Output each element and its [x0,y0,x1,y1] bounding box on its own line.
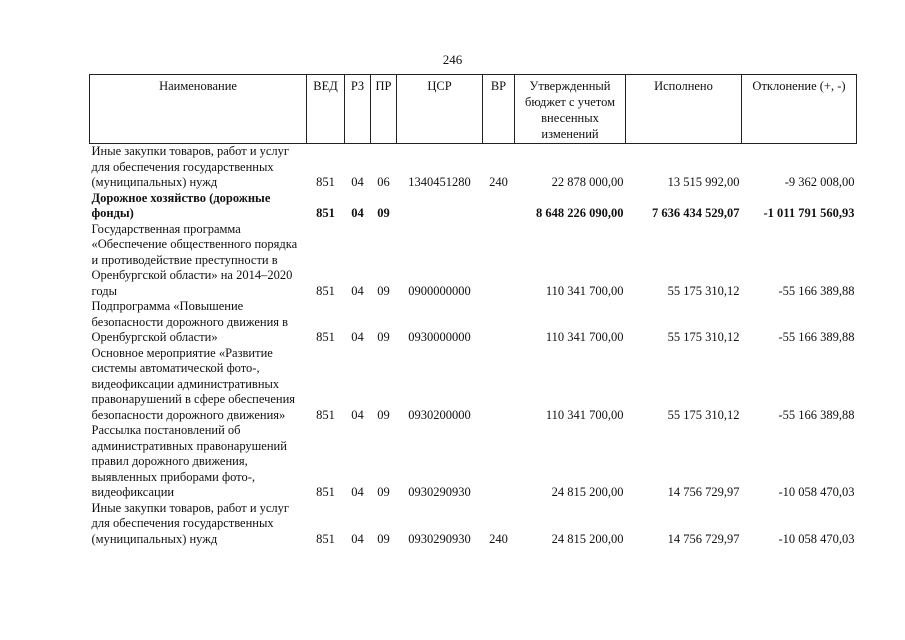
header-rz: РЗ [345,75,371,144]
table-row [90,423,857,501]
header-approved: Утвержденный бюджет с учетом внесенных изменений [515,75,626,144]
row-pr: 09 [377,531,390,546]
row-name: Рассылка постановлений об административных правонарушений правил дорожного движения, выявленных приборами фото-, видеофиксации [91,423,287,499]
row-vr [483,222,515,300]
table-row [90,299,857,346]
row-csr: 0930290930 [408,485,471,499]
budget-table [89,74,857,547]
row-executed: 14 756 729,97 [667,485,740,499]
row-pr: 09 [377,330,390,344]
row-ved: 851 [316,407,335,422]
row-executed: 7 636 434 529,07 [652,206,740,220]
table-header-row [90,75,857,144]
row-approved: 24 815 200,00 [551,485,624,499]
row-csr: 0930290930 [408,531,471,546]
row-rz: 04 [351,330,364,344]
header-executed: Исполнено [626,75,742,144]
header-name: Наименование [90,75,307,144]
row-deviation: -9 362 008,00 [784,175,855,189]
header-vr: ВР [483,75,515,144]
row-approved: 110 341 700,00 [545,283,624,298]
row-name: Государственная программа «Обеспечение общественного порядка и противодействие преступности в Оренбургской области» на 2014–2020 годы [91,221,298,298]
row-ved: 851 [316,330,335,344]
header-ved: ВЕД [307,75,345,144]
row-ved: 851 [316,175,335,189]
row-pr: 09 [377,485,390,499]
row-vr [483,191,515,222]
row-name: Иные закупки товаров, работ и услуг для обеспечения государственных (муниципальных) нужд [91,500,290,546]
row-ved: 851 [316,283,335,298]
row-pr: 09 [377,283,390,298]
row-executed: 55 175 310,12 [667,330,740,344]
row-deviation: -55 166 389,88 [778,283,855,298]
row-vr: 240 [489,175,508,189]
row-deviation: -1 011 791 560,93 [763,206,855,220]
row-csr: 0930000000 [408,330,471,344]
row-rz: 04 [351,206,364,220]
row-approved: 8 648 226 090,00 [536,206,624,220]
row-name: Иные закупки товаров, работ и услуг для обеспечения государственных (муниципальных) нужд [91,144,290,189]
row-csr [397,191,483,222]
row-approved: 110 341 700,00 [545,407,624,422]
row-rz: 04 [351,531,364,546]
row-rz: 04 [351,175,364,189]
row-ved: 851 [316,206,335,220]
row-deviation: -55 166 389,88 [778,330,855,344]
row-name: Подпрограмма «Повышение безопасности дорожного движения в Оренбургской области» [91,299,289,344]
row-approved: 110 341 700,00 [545,330,624,344]
row-ved: 851 [316,531,335,546]
row-deviation: -10 058 470,03 [778,531,855,546]
row-approved: 22 878 000,00 [551,175,624,189]
row-deviation: -55 166 389,88 [778,407,855,422]
row-name: Основное мероприятие «Развитие системы автоматической фото-, видеофиксации административных правонарушений в сфере обеспечения безопасности дорожного движения» [91,345,296,422]
table-row [90,144,857,191]
table-row [90,222,857,300]
row-executed: 14 756 729,97 [667,531,740,546]
row-pr: 06 [377,175,390,189]
row-executed: 55 175 310,12 [667,283,740,298]
row-name: Дорожное хозяйство (дорожные фонды) [91,190,271,220]
row-pr: 09 [377,407,390,422]
row-rz: 04 [351,407,364,422]
row-vr [483,346,515,424]
header-deviation: Отклонение (+, -) [742,75,857,144]
row-rz: 04 [351,485,364,499]
row-csr: 1340451280 [408,175,471,189]
table-row-section [90,191,857,222]
row-csr: 0900000000 [408,283,471,298]
row-csr: 0930200000 [408,407,471,422]
row-vr [483,299,515,346]
header-csr: ЦСР [397,75,483,144]
row-executed: 13 515 992,00 [667,175,740,189]
page-number: 246 [442,52,463,67]
row-pr: 09 [377,206,390,220]
row-ved: 851 [316,485,335,499]
header-pr: ПР [371,75,397,144]
row-executed: 55 175 310,12 [667,407,740,422]
row-vr [483,423,515,501]
row-approved: 24 815 200,00 [551,531,624,546]
row-deviation: -10 058 470,03 [778,485,855,499]
table-row [90,346,857,424]
table-row [90,501,857,548]
row-rz: 04 [351,283,364,298]
row-vr: 240 [489,531,508,546]
